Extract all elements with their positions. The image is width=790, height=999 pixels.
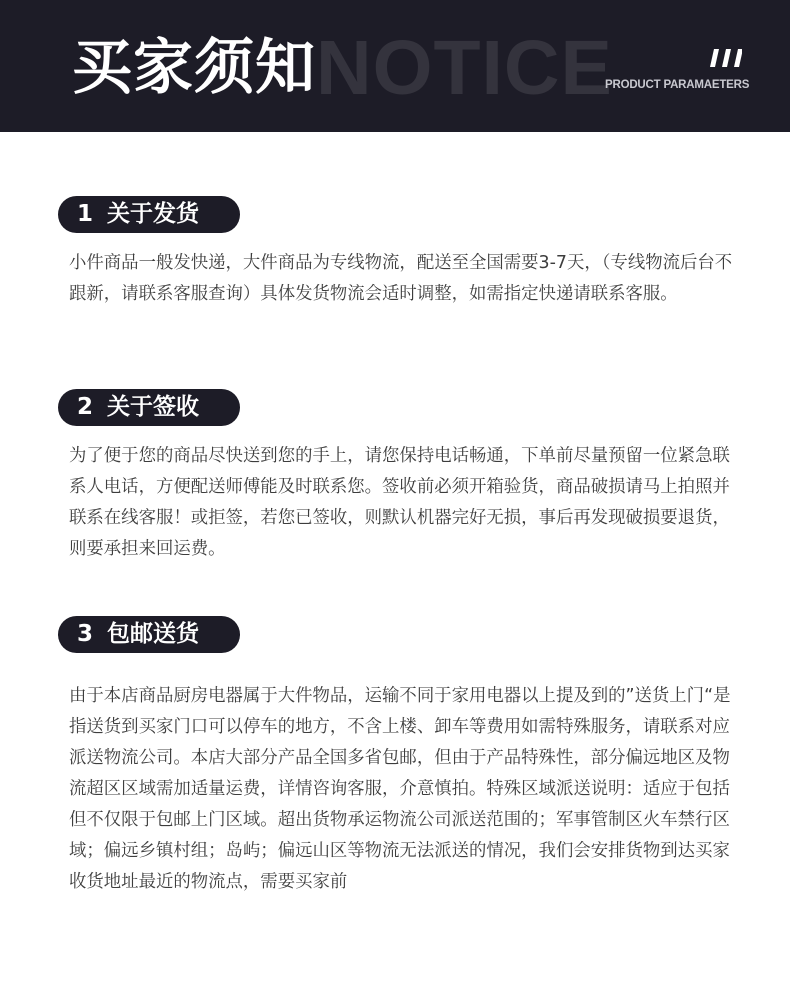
section-body-free-delivery: 由于本店商品厨房电器属于大件物品，运输不同于家用电器以上提及到的”送货上门“是指送货到买家门口可以停车的地方，不含上楼、卸车等费用如需特殊服务，请联系对应派送物流公司。本店大部分产品全国多省包邮，但由于产品特殊性，部分偏远地区及物流超区区域需加适量运费，详情咨询客服，介意慎拍。特殊区域派送说明：适应于包括但不仅限于包邮上门区域。超出货物承运物流公司派送范围的；军事管制区火车禁行区域；偏远乡镇村组；岛屿；偏远山区等物流无法派送的情况，我们会安排货物到达买家收货地址最近的物流点，需要买家前: [69, 686, 731, 892]
section-body-signing: 为了便于您的商品尽快送到您的手上，请您保持电话畅通，下单前尽量预留一位紧急联系人电话，方便配送师傅能及时联系您。签收前必须开箱验货，商品破损请马上拍照并联系在线客服！或拒签，若您已签收，则默认机器完好无损，事后再发现破损要退货，则要承担来回运费。: [69, 446, 730, 559]
page-title: 买家须知: [72, 33, 316, 103]
section-number: 3: [77, 621, 94, 647]
section-number: 2: [77, 394, 94, 420]
header-banner: [0, 0, 790, 132]
section-title: 关于签收: [107, 394, 199, 420]
section-heading-free-delivery: [58, 616, 240, 653]
header-subtitle: PRODUCT PARAMAETERS: [605, 79, 750, 91]
section-title: 关于发货: [107, 201, 199, 227]
section-title: 包邮送货: [107, 621, 199, 647]
triple-slash-icon: [706, 49, 742, 67]
section-heading-shipping: [58, 196, 240, 233]
section-body-shipping: 小件商品一般发快递，大件商品为专线物流，配送至全国需要3-7天，（专线物流后台不跟新，请联系客服查询）具体发货物流会适时调整，如需指定快递请联系客服。: [69, 253, 733, 304]
header-watermark: NOTICE: [316, 25, 613, 111]
section-heading-signing: [58, 389, 240, 426]
section-number: 1: [77, 201, 94, 227]
